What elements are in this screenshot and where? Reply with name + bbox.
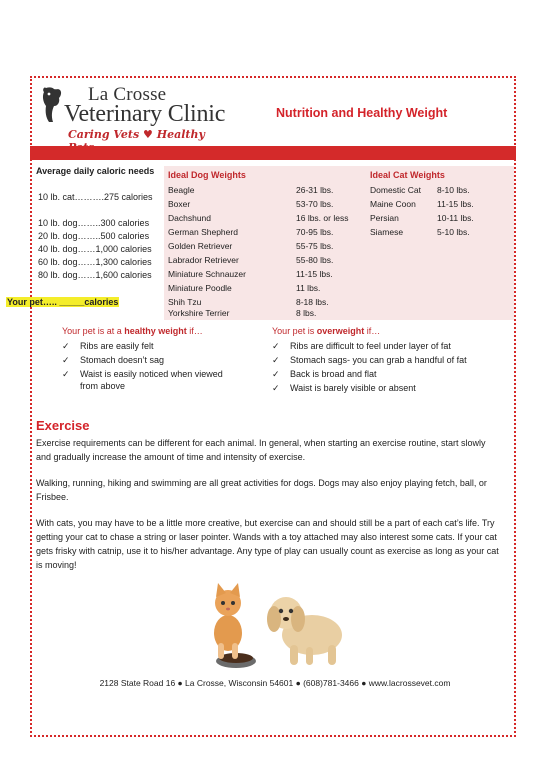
dog-breed: Miniature Poodle [168, 283, 232, 293]
dog-weight: 8 lbs. [296, 308, 317, 318]
clinic-logo [40, 84, 230, 144]
dog-breed: Miniature Schnauzer [168, 269, 246, 279]
caloric-item: 80 lb. dog……1,600 calories [38, 270, 152, 280]
cat-weight: 8-10 lbs. [437, 185, 470, 195]
pet-silhouette-icon [40, 84, 66, 124]
dog-weight: 26-31 lbs. [296, 185, 334, 195]
overweight-heading: Your pet is overweight if… [272, 326, 381, 336]
cat-weight: 11-15 lbs. [437, 199, 474, 209]
checkmark-icon: ✓ [62, 369, 70, 379]
clinic-contact-footer: 2128 State Road 16 ● La Crosse, Wisconsin 54601 ● (608)781-3466 ● www.lacrossevet.com [99, 678, 451, 688]
caloric-item: 10 lb. cat……….275 calories [38, 192, 153, 202]
exercise-heading: Exercise [36, 418, 90, 433]
page-title: Nutrition and Healthy Weight [276, 106, 448, 120]
overweight-sign-item: ✓ Ribs are difficult to feel under layer of fat [272, 341, 451, 351]
kitten-and-puppy-photo [200, 573, 360, 673]
exercise-paragraph-1: Exercise requirements can be different for each animal. In general, when starting an exercise routine, start slowly and gradually increase the amount of time and intensity of exercise. [36, 438, 486, 462]
logo-name-line1: La Crosse [88, 84, 167, 105]
ideal-weights-table [164, 166, 514, 320]
dog-breed: Yorkshire Terrier [168, 308, 230, 318]
cat-breed: Persian [370, 213, 399, 223]
healthy-weight-signs [62, 326, 262, 394]
checkmark-icon: ✓ [62, 355, 70, 365]
caloric-item: 20 lb. dog……..500 calories [38, 231, 150, 241]
logo-name-line2: Veterinary Clinic [64, 101, 226, 127]
overweight-signs [272, 326, 517, 396]
dog-weight: 55-75 lbs. [296, 241, 334, 251]
caloric-item: 40 lb. dog……1,000 calories [38, 244, 152, 254]
cat-breed: Domestic Cat [370, 185, 422, 195]
checkmark-icon: ✓ [272, 369, 280, 379]
overweight-sign-item: ✓ Waist is barely visible or absent [272, 383, 416, 393]
overweight-sign-item: ✓ Stomach sags- you can grab a handful of fat [272, 355, 467, 365]
exercise-paragraph-2: Walking, running, hiking and swimming are all great activities for dogs. Dogs may also enjoy playing fetch, ball, or Frisbee. [36, 478, 487, 502]
cat-weights-heading: Ideal Cat Weights [370, 170, 445, 180]
dog-breed: Labrador Retriever [168, 255, 239, 265]
dog-weight: 11-15 lbs. [296, 269, 333, 279]
caloric-needs-heading: Average daily caloric needs [36, 166, 155, 176]
cat-breed: Siamese [370, 227, 404, 237]
your-pet-calories: Your pet….. _____calories [7, 297, 119, 307]
checkmark-icon: ✓ [62, 341, 70, 351]
dog-weight: 55-80 lbs. [296, 255, 334, 265]
checkmark-icon: ✓ [272, 341, 280, 351]
cat-breed: Maine Coon [370, 199, 416, 209]
dog-weights-heading: Ideal Dog Weights [168, 170, 246, 180]
dog-weight: 70-95 lbs. [296, 227, 334, 237]
checkmark-icon: ✓ [272, 383, 280, 393]
cat-weight: 10-11 lbs. [437, 213, 474, 223]
dog-breed: Shih Tzu [168, 297, 202, 307]
dog-weight: 16 lbs. or less [296, 213, 349, 223]
dog-breed: Beagle [168, 185, 195, 195]
dog-weight: 11 lbs. [296, 283, 321, 293]
exercise-paragraph-3: With cats, you may have to be a little more creative, but exercise can and should still be a part of each cat’s life. Try getting your cat to chase a string or laser pointer. Wands with a toy attached may also interest some cats. If your cat gets frisky with catnip, use it to his/her advantage. Any type of play can usually count as exercise as long as your cat is moving! [36, 518, 499, 570]
healthy-weight-heading: Your pet is at a healthy weight if… [62, 326, 203, 336]
dog-breed: Dachshund [168, 213, 212, 223]
cat-weight: 5-10 lbs. [437, 227, 470, 237]
overweight-sign-item: ✓ Back is broad and flat [272, 369, 377, 379]
header-divider-bar [30, 146, 516, 160]
dog-weight: 8-18 lbs. [296, 297, 329, 307]
dog-breed: Golden Retriever [168, 241, 233, 251]
caloric-item: 10 lb. dog……..300 calories [38, 218, 150, 228]
caloric-item: 60 lb. dog……1,300 calories [38, 257, 152, 267]
healthy-sign-item: ✓ Ribs are easily felt [62, 341, 154, 351]
checkmark-icon: ✓ [272, 355, 280, 365]
healthy-sign-item: ✓ Waist is easily noticed when viewed from above [62, 369, 223, 391]
dog-weight: 53-70 lbs. [296, 199, 334, 209]
healthy-sign-item: ✓ Stomach doesn’t sag [62, 355, 165, 365]
logo-tagline: Caring Vets ♥ Healthy [68, 128, 205, 141]
dog-breed: Boxer [168, 199, 191, 209]
dog-breed: German Shepherd [168, 227, 238, 237]
